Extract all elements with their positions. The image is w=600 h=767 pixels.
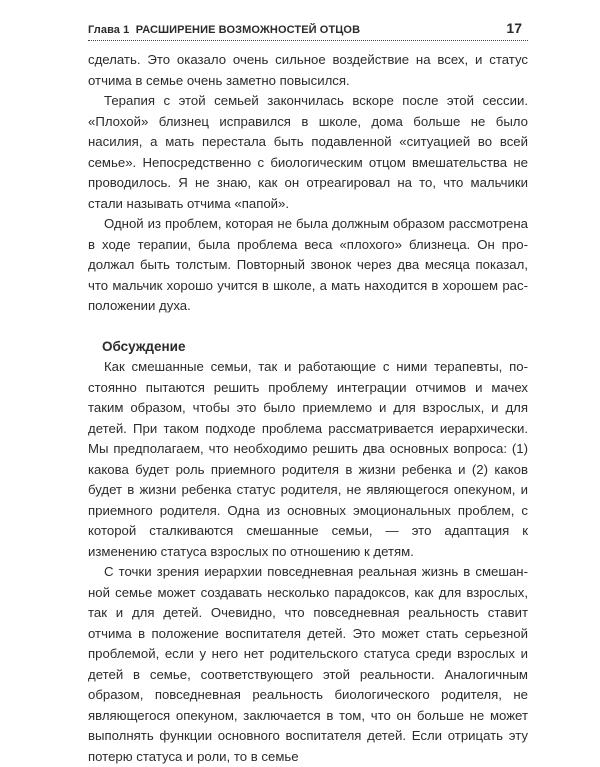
paragraph-3: Одной из проблем, которая не была должным образом рассмотрена в ходе терапии, была проблема веса «плохого» близнеца. Он продолжал быть толстым. Повторный звонок через два месяца показал, что мальчик хорошо учится в школе, а мать находится в хорошем расположении духа.	[88, 216, 528, 313]
page-number: 17	[506, 20, 522, 36]
running-header	[88, 20, 528, 40]
paragraph-2: Терапия с этой семьей закончилась вскоре после этой сессии. «Плохой» близнец исправился в школе, дома больше не было насилия, а мать перестала быть подавленной «ситуацией во всей семье». Непосредственно с биологическим отцом вмешательства не проводилось. Я не знаю, как он отреагировал на то, что мальчики стали называть отчима «папой».	[88, 93, 528, 211]
section-paragraph-2: С точки зрения иерархии повседневная реальная жизнь в смешанной семье может создавать несколько парадоксов, как для взрослых, так и для детей. Очевидно, что повседневная реальность ставит отчима в положение воспитателя детей. Это может стать серьезной проблемой, если у него нет родительского статуса среди взрослых и детей в семье, соответствующего этой реальности. Аналогичным образом, повседневная реальность биологического родителя, не являющегося опекуном, заключается в том, что он больше не может выполнять функции основного воспитателя детей. Если отрицать эту потерю статуса и роли, то в семье	[88, 564, 528, 764]
section-paragraph-1: Как смешанные семьи, так и работающие с ними терапевты, постоянно пытаются решить проблему интеграции отчимов и мачех таким образом, чтобы это было приемлемо и для взрослых, и для детей. При таком подходе проблема рассматривается иерархически. Мы предполагаем, что необходимо решить два основных вопроса: (1) какова будет роль приемного родителя в жизни ребенка и (2) каков будет в жизни ребенка статус родителя, не являющегося опекуном, и приемного родителя. Одна из основных эмоциональных проблем, с которой сталкиваются смешанные семьи, — это адаптация к изменению статуса взрослых по отношению к детям.	[88, 359, 528, 559]
paragraph-1: сделать. Это оказало очень сильное воздействие на всех, и статус отчима в семье очень заметно повысился.	[88, 52, 528, 88]
header-divider	[88, 40, 528, 41]
book-page	[88, 0, 528, 764]
chapter-title: РАСШИРЕНИЕ ВОЗМОЖНОСТЕЙ ОТЦОВ	[135, 24, 361, 36]
chapter-label: Глава 1	[88, 24, 130, 36]
page-body	[88, 50, 528, 767]
chapter-header	[88, 24, 360, 36]
section-heading: Обсуждение	[102, 338, 186, 354]
